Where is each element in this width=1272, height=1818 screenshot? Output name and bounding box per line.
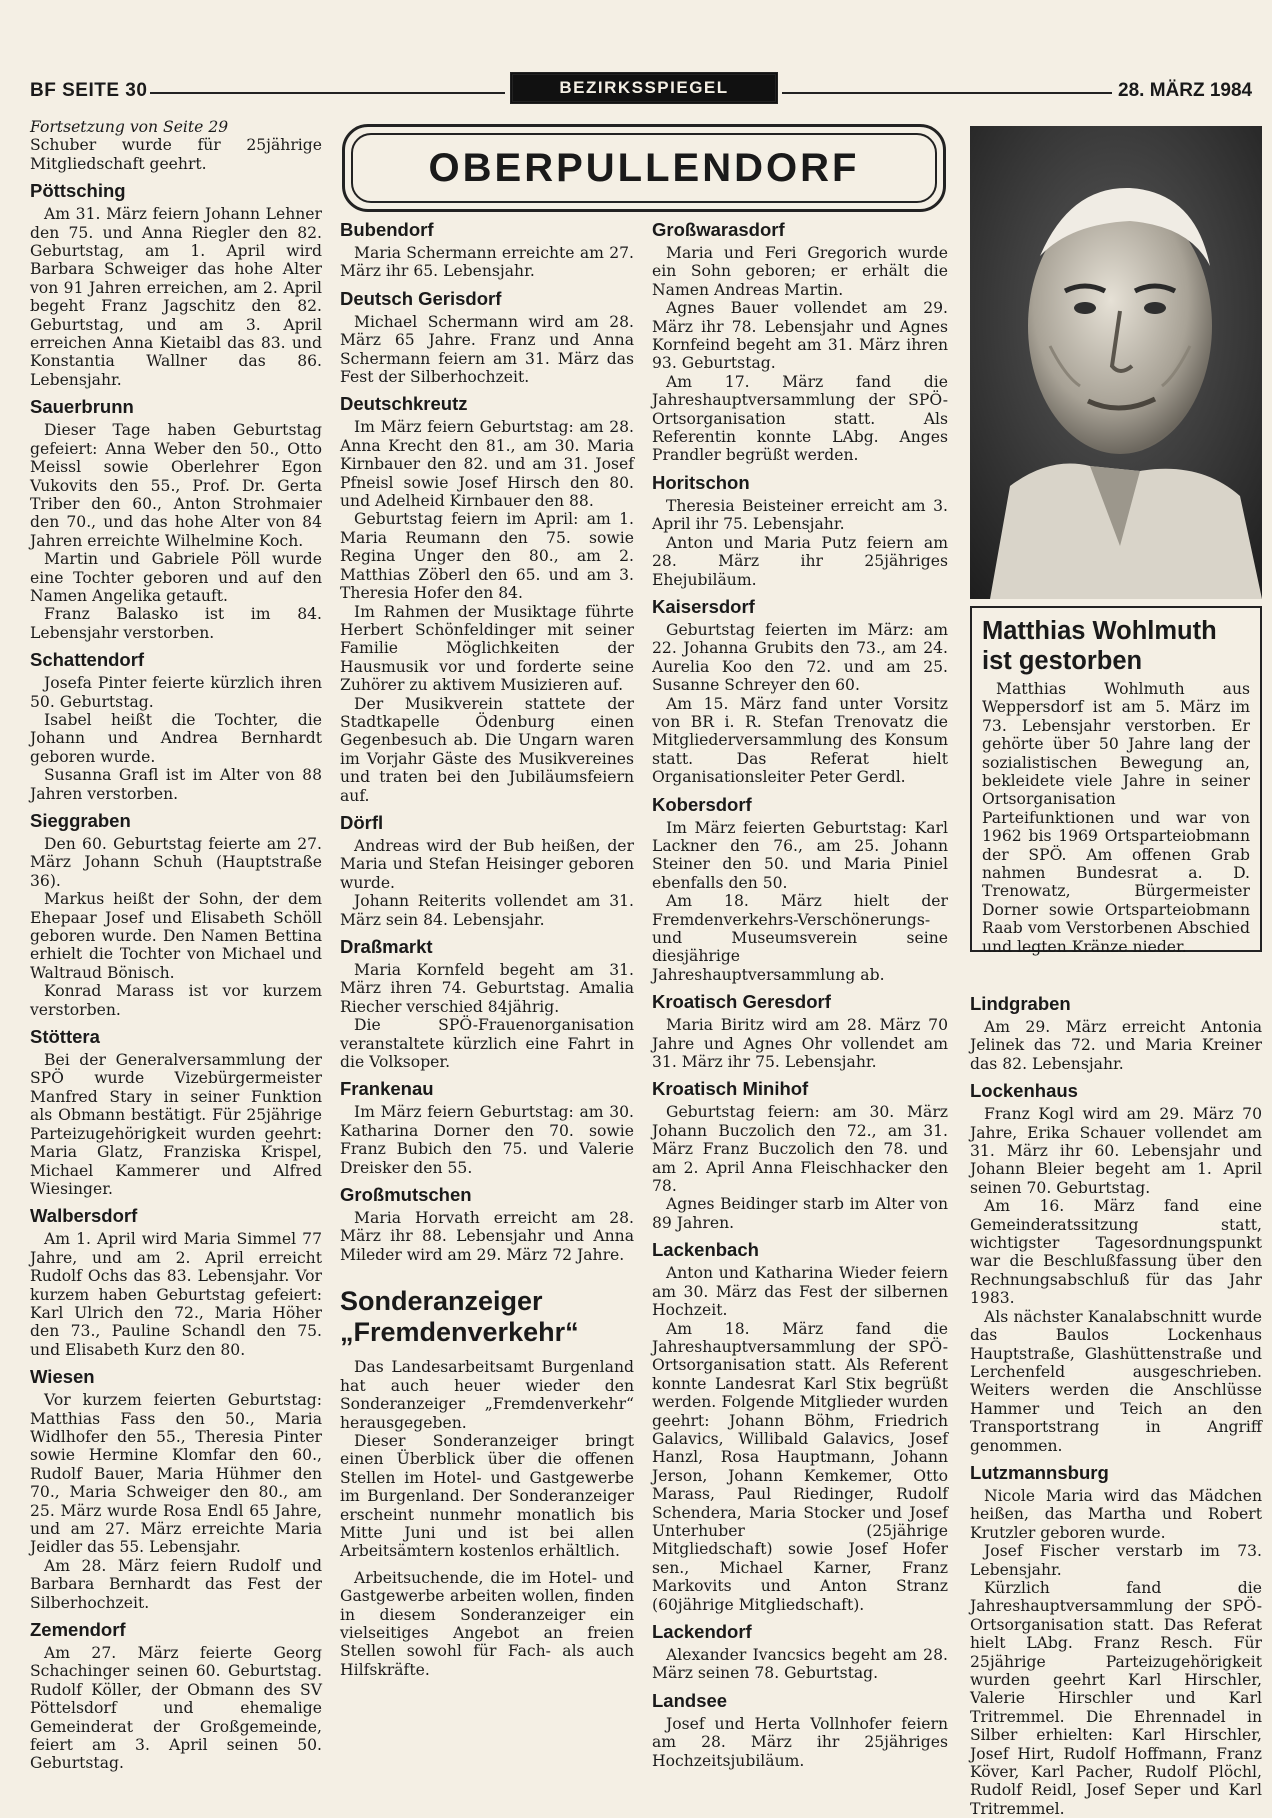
paragraph: Agnes Beidinger starb im Alter von 89 Jahren.: [652, 1195, 948, 1232]
heading-deutschkreutz: Deutschkreutz: [340, 393, 468, 415]
heading-lockenhaus: Lockenhaus: [970, 1080, 1078, 1102]
column-3: [652, 212, 948, 1770]
heading-sauerbrunn: Sauerbrunn: [30, 396, 134, 418]
paragraph: Im März feiern Geburtstag: am 30. Katharina Dorner den 70. sowie Franz Bubich den 75. und Valerie Dreisker den 55.: [340, 1103, 634, 1177]
intro-text: Schuber wurde für 25jährige Mitgliedschaft geehrt.: [30, 136, 322, 173]
page-label: BF SEITE 30: [30, 80, 148, 101]
heading-sonderanzeiger: Sonderanzeiger „Fremdenverkehr“: [340, 1286, 579, 1348]
paragraph: Isabel heißt die Tochter, die Johann und Andrea Bernhardt geboren wurde.: [30, 710, 322, 766]
paragraph: Konrad Marass ist vor kurzem verstorben.: [30, 982, 322, 1019]
paragraph: Geburtstag feiern im April: am 1. Maria Reumann den 75. sowie Regina Unger den 80., am 2. Matthias Zöberl den 65. und am 3. Theresia Hofer den 84.: [340, 510, 634, 603]
heading-lindgraben: Lindgraben: [970, 993, 1071, 1014]
heading-poettsching: Pöttsching: [30, 180, 126, 202]
heading-landsee: Landsee: [652, 1689, 728, 1711]
obituary-box: [970, 606, 1262, 956]
heading-kroatisch-minihof: Kroatisch Minihof: [652, 1078, 809, 1100]
paragraph: Maria Biritz wird am 28. März 70 Jahre und Agnes Ohr vollendet am 31. März ihr 75. Lebensjahr.: [652, 1016, 948, 1072]
column-2: [340, 212, 634, 1679]
paragraph: Michael Schermann wird am 28. März 65 Jahre. Franz und Anna Schermann feiern am 31. März das Fest der Silberhochzeit.: [340, 312, 634, 387]
heading-walbersdorf: Walbersdorf: [30, 1205, 138, 1227]
heading-grosswarasdorf: Großwarasdorf: [652, 219, 785, 240]
paragraph: Franz Balasko ist im 84. Lebensjahr verstorben.: [30, 605, 322, 642]
heading-bubendorf: Bubendorf: [340, 219, 434, 240]
heading-wiesen: Wiesen: [30, 1366, 95, 1388]
paragraph: Susanna Grafl ist im Alter von 88 Jahren verstorben.: [30, 766, 322, 803]
paragraph: Den 60. Geburtstag feierte am 27. März Johann Schuh (Hauptstraße 36).: [30, 835, 322, 890]
paragraph: Am 29. März erreicht Antonia Jelinek das 72. und Maria Kreiner das 82. Lebensjahr.: [970, 1018, 1262, 1073]
header-rule-right: [782, 92, 1112, 94]
obituary-text: Matthias Wohlmuth aus Weppersdorf ist am 5. März im 73. Lebensjahr verstorben. Er gehörte über 50 Jahre lang der sozialistischen Bewegung an, bekleidete viele Jahre in seiner Ortsorganisation Parteifunktionen und war von 1962 bis 1969 Ortsparteiobmann der SPÖ. Am offenen Grab nahmen Bundesrat a. D. Trenowatz, Bürgermeister Dorner sowie Ortsparteiobmann Raab vom Verstorbenen Abschied und legten Kränze nieder.: [982, 680, 1250, 956]
section-label: BEZIRKSSPIEGEL: [510, 72, 778, 104]
header-rule-left: [150, 92, 505, 94]
heading-kobersdorf: Kobersdorf: [652, 793, 752, 815]
heading-kaisersdorf: Kaisersdorf: [652, 595, 755, 617]
paragraph: Am 28. März feiern Rudolf und Barbara Bernhardt das Fest der Silberhochzeit.: [30, 1556, 322, 1612]
paragraph: Agnes Bauer vollendet am 29. März ihr 78. Lebensjahr und Agnes Kornfeind begeht am 31. März ihren 93. Geburtstag.: [652, 299, 948, 373]
paragraph: Theresia Beisteiner erreicht am 3. April ihr 75. Lebensjahr.: [652, 496, 948, 534]
paragraph: Am 31. März feiern Johann Lehner den 75. und Anna Riegler den 82. Geburtstag, am 1. April wird Barbara Schweiger das hohe Alter von 91 Jahren erreichen, am 2. April begeht Franz Jagschitz den 82. Geburtstag, und am 3. April erreichen Anna Kietaibl das 83. und Konstantia Wallner das 86. Lebensjahr.: [30, 205, 322, 389]
paragraph: Johann Reiterits vollendet am 31. März sein 84. Lebensjahr.: [340, 892, 634, 929]
paragraph: Alexander Ivancsics begeht am 28. März seinen 78. Geburtstag.: [652, 1646, 948, 1683]
paragraph: Dieser Tage haben Geburtstag gefeiert: Anna Weber den 50., Otto Meissl sowie Oberlehrer Egon Vukovits den 55., Prof. Dr. Gerta Triber den 60., Anton Strohmaier den 70., und das hohe Alter von 84 Jahren erreichte Wilhelmine Koch.: [30, 421, 322, 550]
column-1: [30, 118, 322, 1773]
heading-schattendorf: Schattendorf: [30, 649, 145, 671]
heading-frankenau: Frankenau: [340, 1078, 434, 1100]
heading-drassmarkt: Draßmarkt: [340, 936, 433, 957]
paragraph: Am 17. März fand die Jahreshauptversammlung der SPÖ-Ortsorganisation statt. Als Referentin konnte LAbg. Anges Prandler begrüßt werden.: [652, 372, 948, 465]
paragraph: Als nächster Kanalabschnitt wurde das Baulos Lockenhaus Hauptstraße, Glashüttenstraße und Lerchenfeld ausgeschrieben. Weiters werden die Anschlüsse Hammer und Teich an den Transportstrang in Angriff genommen.: [970, 1307, 1262, 1455]
continuation-note: Fortsetzung von Seite 29: [30, 118, 229, 136]
obituary-title: Matthias Wohlmuth ist gestorben: [982, 617, 1217, 675]
paragraph: Anton und Maria Putz feiern am 28. März ihr 25jähriges Ehejubiläum.: [652, 533, 948, 589]
paragraph: Maria Schermann erreichte am 27. März ihr 65. Lebensjahr.: [340, 244, 634, 281]
district-title-frame: [342, 124, 946, 212]
paragraph: Am 18. März fand die Jahreshauptversammlung der SPÖ-Ortsorganisation statt. Als Referent konnte Landesrat Karl Stix begrüßt werden. Folgende Mitglieder wurden geehrt: Johann Böhm, Friedrich Galavics, Willibald Galavics, Josef Hanzl, Rosa Hauptmann, Johann Jerson, Johann Kemkemer, Otto Marass, Paul Riedinger, Rudolf Schendera, Maria Stocker und Josef Unterhuber (25jährige Mitgliedschaft) sowie Josef Hofer sen., Michael Karner, Franz Markovits und Anton Stranz (60jährige Mitgliedschaft).: [652, 1319, 948, 1614]
paragraph: Kürzlich fand die Jahreshauptversammlung der SPÖ-Ortsorganisation statt. Das Referat hielt LAbg. Franz Resch. Für 25jährige Parteizugehörigkeit wurden geehrt Karl Hirschler, Valerie Hirschler und Karl Tritremmel. Die Ehrennadel in Silber erhielten: Karl Hirschler, Josef Hirt, Rudolf Hoffmann, Franz Köver, Karl Pacher, Rudolf Plöchl, Rudolf Reidl, Josef Seper und Karl Tritremmel.: [970, 1578, 1262, 1818]
paragraph: Maria und Feri Gregorich wurde ein Sohn geboren; er erhält die Namen Andreas Martin.: [652, 244, 948, 299]
paragraph: Am 1. April wird Maria Simmel 77 Jahre, und am 2. April erreicht Rudolf Ochs das 83. Lebensjahr. Vor kurzem haben Geburtstag gefeiert: Karl Ulrich den 72., Maria Höher den 73., Pauline Schandl den 75. und Elisabeth Kurz den 80.: [30, 1230, 322, 1359]
heading-grossmutschen: Großmutschen: [340, 1184, 472, 1206]
paragraph: Maria Kornfeld begeht am 31. März ihren 74. Geburtstag. Amalia Riecher verschied 84jährig.: [340, 961, 634, 1016]
paragraph: Am 16. März fand eine Gemeinderatssitzung statt, wichtigster Tagesordnungspunkt war die Beschlußfassung über den Rechnungsabschluß für das Jahr 1983.: [970, 1197, 1262, 1308]
paragraph: Das Landesarbeitsamt Burgenland hat auch heuer wieder den Sonderanzeiger „Fremdenverkehr“ herausgegeben.: [340, 1358, 634, 1432]
paragraph: Der Musikverein stattete der Stadtkapelle Ödenburg einen Gegenbesuch ab. Die Ungarn waren im Vorjahr Gäste des Musikvereines und traten bei den Jubiläumsfeiern auf.: [340, 694, 634, 805]
heading-stoettera: Stöttera: [30, 1026, 100, 1048]
paragraph: Die SPÖ-Frauenorganisation veranstaltete kürzlich eine Fahrt in die Volksoper.: [340, 1016, 634, 1072]
heading-kroatisch-geresdorf: Kroatisch Geresdorf: [652, 991, 831, 1013]
heading-lutzmannsburg: Lutzmannsburg: [970, 1461, 1109, 1483]
paragraph: Josefa Pinter feierte kürzlich ihren 50. Geburtstag.: [30, 674, 322, 711]
paragraph: Im März feierten Geburtstag: Karl Lackner den 76., am 25. Johann Steiner den 50. und Maria Piniel ebenfalls den 50.: [652, 818, 948, 892]
portrait-image: [970, 126, 1262, 599]
heading-deutsch-gerisdorf: Deutsch Gerisdorf: [340, 287, 502, 309]
paragraph: Nicole Maria wird das Mädchen heißen, das Martha und Robert Krutzler geboren wurde.: [970, 1486, 1262, 1542]
paragraph: Am 15. März fand unter Vorsitz von BR i. R. Stefan Trenovatz die Mitgliederversammlung des Konsum statt. Das Referat hielt Organisationsleiter Peter Gerdl.: [652, 694, 948, 787]
paragraph: Bei der Generalversammlung der SPÖ wurde Vizebürgermeister Manfred Stary in seiner Funktion als Obmann bestätigt. Für 25jährige Parteizugehörigkeit wurden geehrt: Maria Glatz, Franziska Krispel, Michael Kammerer und Alfred Wiesinger.: [30, 1051, 322, 1198]
heading-doerfl: Dörfl: [340, 811, 384, 833]
issue-date: 28. MÄRZ 1984: [1118, 80, 1253, 101]
paragraph: Geburtstag feierten im März: am 22. Johanna Grubits den 73., am 24. Aurelia Koo den 72. und am 25. Susanne Schreyer den 60.: [652, 620, 948, 695]
paragraph: Am 27. März feierte Georg Schachinger seinen 60. Geburtstag. Rudolf Köller, der Obmann des SV Pöttelsdorf und ehemalige Gemeinderat der Großgemeinde, feiert am 3. April seinen 50. Geburtstag.: [30, 1644, 322, 1773]
paragraph: Anton und Katharina Wieder feiern am 30. März das Fest der silbernen Hochzeit.: [652, 1264, 948, 1320]
paragraph: Franz Kogl wird am 29. März 70 Jahre, Erika Schauer vollendet am 31. März ihr 60. Lebensjahr und Johann Bleier begeht am 1. April seinen 70. Geburtstag.: [970, 1105, 1262, 1197]
paragraph: Im Rahmen der Musiktage führte Herbert Schönfeldinger mit seiner Familie Möglichkeiten der Hausmusik vor und forderte seine Zuhörer zu aktivem Musizieren auf.: [340, 602, 634, 695]
paragraph: Martin und Gabriele Pöll wurde eine Tochter geboren und auf den Namen Angelika getauft.: [30, 550, 322, 605]
paragraph: Maria Horvath erreicht am 28. März ihr 88. Lebensjahr und Anna Mileder wird am 29. März 72 Jahre.: [340, 1209, 634, 1264]
heading-lackendorf: Lackendorf: [652, 1621, 752, 1642]
paragraph: Josef und Herta Vollnhofer feiern am 28. März ihr 25jähriges Hochzeitsjubiläum.: [652, 1714, 948, 1770]
district-title: OBERPULLENDORF: [351, 133, 937, 203]
heading-horitschon: Horitschon: [652, 471, 750, 493]
paragraph: Dieser Sonderanzeiger bringt einen Überblick über die offenen Stellen im Hotel- und Gastgewerbe im Burgenland. Der Sonderanzeiger erscheint nunmehr monatlich bis Mitte Juni und ist bei allen Arbeitsämtern kostenlos erhältlich.: [340, 1431, 634, 1561]
column-4: [970, 986, 1262, 1818]
paragraph: Im März feiern Geburtstag: am 28. Anna Krecht den 81., am 30. Maria Kirnbauer den 82. und am 31. Josef Pfneisl sowie Josef Hirsch den 80. und Adelheid Kirnbauer den 88.: [340, 418, 634, 511]
paragraph: Am 18. März hielt der Fremdenverkehrs-Verschönerungs- und Museumsverein seine diesjährige Jahreshauptversammlung ab.: [652, 892, 948, 984]
paragraph: Vor kurzem feierten Geburtstag: Matthias Fass den 50., Maria Widlhofer den 55., Theresia Pinter sowie Hermine Klomfar den 60., Rudolf Bauer, Maria Hühmer den 70., Maria Schweiger den 80., am 25. März wurde Rosa Endl 65 Jahre, und am 27. März erreichte Maria Jeidler das 55. Lebensjahr.: [30, 1391, 322, 1557]
paragraph: Geburtstag feiern: am 30. März Johann Buczolich den 72., am 31. März Franz Buczolich den 78. und am 2. April Anna Fleischhacker den 78.: [652, 1103, 948, 1196]
paragraph: Andreas wird der Bub heißen, der Maria und Stefan Heisinger geboren wurde.: [340, 836, 634, 892]
obituary-column: [982, 616, 1250, 956]
paragraph: Arbeitsuchende, die im Hotel- und Gastgewerbe arbeiten wollen, finden in diesem Sonderanzeiger ein vielseitiges Angebot an freien Stellen sowohl für Fach- als auch Hilfskräfte.: [340, 1568, 634, 1679]
portrait-photo: [970, 126, 1262, 599]
heading-zemendorf: Zemendorf: [30, 1619, 126, 1641]
paragraph: Josef Fischer verstarb im 73. Lebensjahr.: [970, 1542, 1262, 1579]
heading-sieggraben: Sieggraben: [30, 810, 131, 831]
paragraph: Markus heißt der Sohn, der dem Ehepaar Josef und Elisabeth Schöll geboren wurde. Den Namen Bettina erhielt die Tochter von Michael und Waltraud Bönisch.: [30, 890, 322, 982]
heading-lackenbach: Lackenbach: [652, 1239, 759, 1261]
